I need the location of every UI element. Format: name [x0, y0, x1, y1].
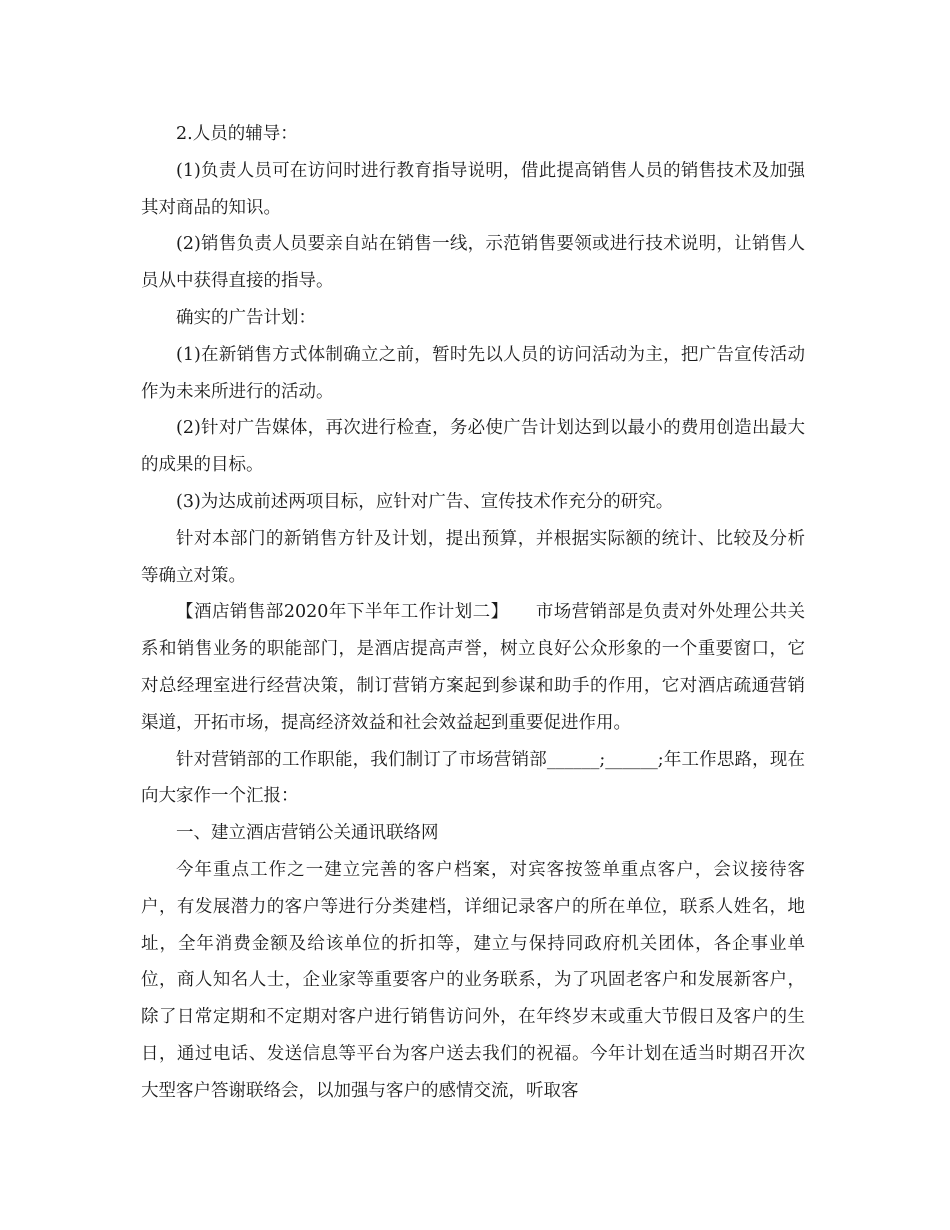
paragraph-budget: 针对本部门的新销售方针及计划，提出预算，并根据实际额的统计、比较及分析等确立对策。	[141, 528, 805, 586]
paragraph-plan-two-intro: 【酒店销售部2020年下半年工作计划二】 市场营销部是负责对外处理公共关系和销售业务的职能部门，是酒店提高声誉，树立良好公众形象的一个重要窗口，它对总经理室进行经营决策，制订营销方案起到参谋和助手的作用，它对酒店疏通营销渠道，开拓市场，提高经济效益和社会效益起到重要促进作用。	[141, 602, 805, 733]
document-body	[141, 116, 805, 1110]
paragraph-coaching-item-1: (1)负责人员可在访问时进行教育指导说明，借此提高销售人员的销售技术及加强其对商品的知识。	[141, 160, 805, 218]
paragraph-client-archive: 今年重点工作之一建立完善的客户档案，对宾客按签单重点客户，会议接待客户，有发展潜力的客户等进行分类建档，详细记录客户的所在单位，联系人姓名，地址，全年消费金额及给该单位的折扣等，建立与保持同政府机关团体，各企事业单位，商人知名人士，企业家等重要客户的业务联系，为了巩固老客户和发展新客户，除了日常定期和不定期对客户进行销售访问外，在年终岁末或重大节假日及客户的生日，通过电话、发送信息等平台为客户送去我们的祝福。今年计划在适当时期召开次大型客户答谢联络会，以加强与客户的感情交流，听取客	[141, 859, 805, 1101]
paragraph-heading-ad-plan: 确实的广告计划：	[176, 307, 316, 328]
paragraph-section-one-heading: 一、建立酒店营销公关通讯联络网	[176, 823, 439, 844]
paragraph-ad-item-1: (1)在新销售方式体制确立之前，暂时先以人员的访问活动为主，把广告宣传活动作为未来所进行的活动。	[141, 344, 805, 402]
paragraph-heading-staff-coaching: 2.人员的辅导：	[176, 124, 298, 144]
paragraph-coaching-item-2: (2)销售负责人员要亲自站在销售一线，示范销售要领或进行技术说明，让销售人员从中获得直接的指导。	[141, 234, 805, 292]
paragraph-ad-item-2: (2)针对广告媒体，再次进行检查，务必使广告计划达到以最小的费用创造出最大的成果的目标。	[141, 418, 805, 476]
paragraph-work-ideas: 针对营销部的工作职能，我们制订了市场营销部______;______;年工作思路，现在向大家作一个汇报：	[141, 749, 805, 807]
paragraph-ad-item-3: (3)为达成前述两项目标，应针对广告、宣传技术作充分的研究。	[176, 491, 674, 512]
